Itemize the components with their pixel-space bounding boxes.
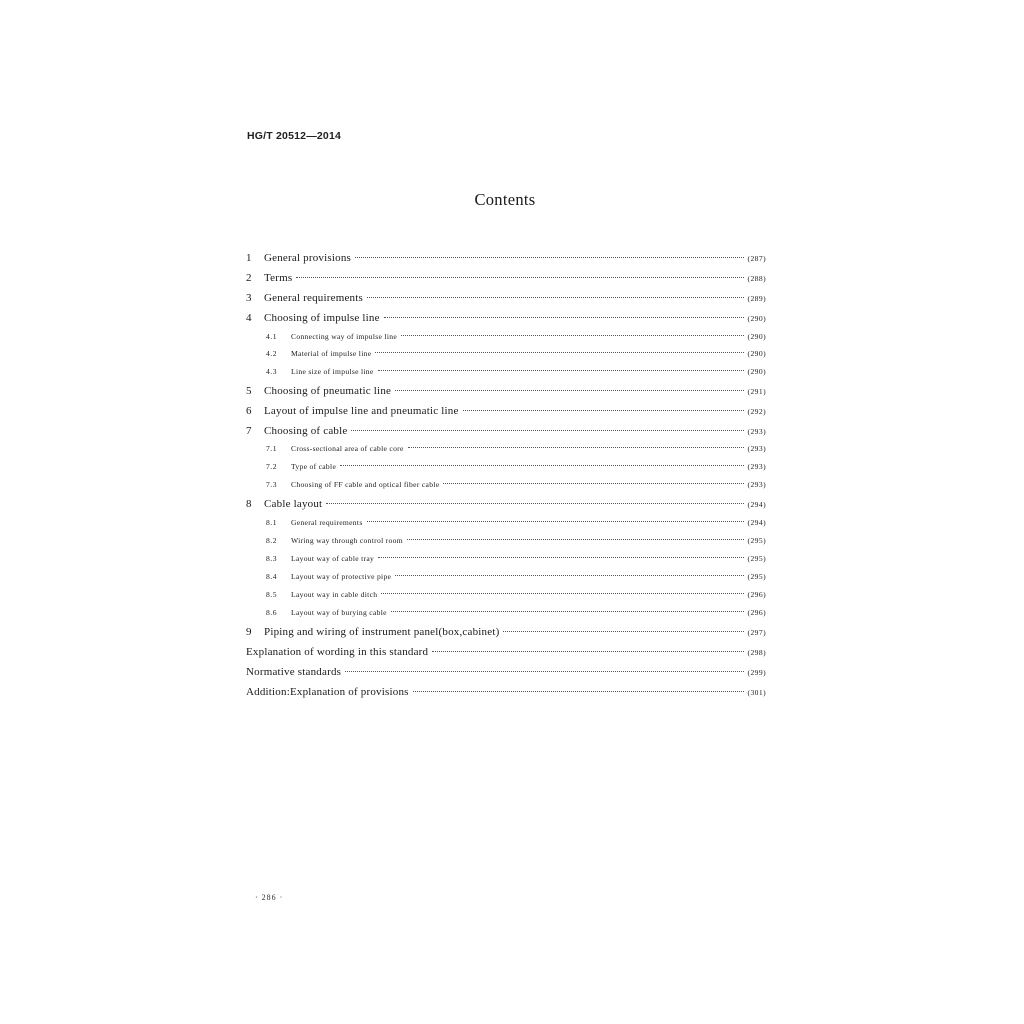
toc-entry-label: Type of cable xyxy=(291,462,337,471)
toc-entry-page: (296) xyxy=(747,590,766,599)
toc-entry-number: 8.4 xyxy=(266,572,277,581)
toc-entry-label: Choosing of pneumatic line xyxy=(264,385,392,397)
toc-entry-label: Layout way in cable ditch xyxy=(291,590,378,599)
toc-entry-number: 4.3 xyxy=(266,367,277,376)
toc-entry-label: Wiring way through control room xyxy=(291,536,403,545)
toc-entry-label: Layout way of protective pipe xyxy=(291,572,392,581)
toc-entry-number: 7.1 xyxy=(266,444,277,453)
dot-leader xyxy=(378,370,744,371)
toc-entry-page: (293) xyxy=(747,462,766,471)
toc-entry xyxy=(246,425,766,441)
toc-entry-page: (287) xyxy=(747,254,766,263)
dot-leader xyxy=(351,430,743,431)
toc-entry-label: General requirements xyxy=(291,518,363,527)
dot-leader xyxy=(326,503,743,504)
toc-entry-page: (290) xyxy=(747,367,766,376)
toc-entry xyxy=(246,666,766,682)
toc-entry-label: Cable layout xyxy=(264,498,323,510)
toc-entry xyxy=(246,518,766,530)
toc-entry xyxy=(246,572,766,584)
toc-entry-number: 3 xyxy=(246,292,252,304)
toc-entry-page: (301) xyxy=(747,688,766,697)
toc-entry-number: 2 xyxy=(246,272,252,284)
toc-entry xyxy=(246,405,766,421)
toc-entry-label: Layout way of burying cable xyxy=(291,608,387,617)
toc-entry xyxy=(246,312,766,328)
toc-entry-page: (293) xyxy=(747,444,766,453)
dot-leader xyxy=(367,297,744,298)
toc-entry xyxy=(246,626,766,642)
toc-entry-number: 8.5 xyxy=(266,590,277,599)
toc-entry xyxy=(246,554,766,566)
toc-entry-page: (294) xyxy=(747,518,766,527)
toc-entry-page: (291) xyxy=(747,387,766,396)
toc-entry-page: (299) xyxy=(747,668,766,677)
page-number: · 286 · xyxy=(255,893,284,902)
dot-leader xyxy=(395,390,743,391)
toc-entry-number: 8 xyxy=(246,498,252,510)
toc-entry-number: 6 xyxy=(246,405,252,417)
toc-entry xyxy=(246,252,766,268)
toc-entry-page: (295) xyxy=(747,536,766,545)
toc-entry-label: Cross-sectional area of cable core xyxy=(291,444,404,453)
toc-entry-number: 8.6 xyxy=(266,608,277,617)
toc-entry-number: 8.2 xyxy=(266,536,277,545)
toc-entry-number: 7 xyxy=(246,425,252,437)
toc-entry-page: (292) xyxy=(747,407,766,416)
toc-entry xyxy=(246,367,766,379)
dot-leader xyxy=(408,447,744,448)
dot-leader xyxy=(378,557,743,558)
toc-entry-number: 7.2 xyxy=(266,462,277,471)
toc-entry-number: 9 xyxy=(246,626,252,638)
dot-leader xyxy=(296,277,743,278)
toc-entry-number: 4.1 xyxy=(266,332,277,341)
toc-entry-page: (290) xyxy=(747,349,766,358)
toc-entry xyxy=(246,480,766,492)
toc-entry-number: 4 xyxy=(246,312,252,324)
toc-entry-label: Choosing of FF cable and optical fiber cable xyxy=(291,480,440,489)
toc-entry-number: 1 xyxy=(246,252,252,264)
toc-entry-page: (298) xyxy=(747,648,766,657)
toc-entry-page: (290) xyxy=(747,332,766,341)
dot-leader xyxy=(413,691,744,692)
toc-entry xyxy=(246,272,766,288)
toc-entry-number: 8.1 xyxy=(266,518,277,527)
dot-leader xyxy=(345,671,743,672)
toc-entry-number: 7.3 xyxy=(266,480,277,489)
page-title: Contents xyxy=(474,190,536,209)
toc-entry-page: (293) xyxy=(747,427,766,436)
toc-entry-page: (293) xyxy=(747,480,766,489)
toc-entry xyxy=(246,646,766,662)
dot-leader xyxy=(340,465,743,466)
toc-entry-number: 4.2 xyxy=(266,349,277,358)
toc-entry xyxy=(246,536,766,548)
dot-leader xyxy=(367,521,744,522)
toc-entry-label: General requirements xyxy=(264,292,363,304)
toc-entry-label: Normative standards xyxy=(246,666,342,678)
toc-entry xyxy=(246,385,766,401)
toc-entry xyxy=(246,590,766,602)
dot-leader xyxy=(375,352,743,353)
toc-entry xyxy=(246,462,766,474)
toc-entry xyxy=(246,349,766,361)
toc-entry-page: (297) xyxy=(747,628,766,637)
toc-entry-page: (295) xyxy=(747,572,766,581)
toc-entry xyxy=(246,498,766,514)
dot-leader xyxy=(463,410,744,411)
toc-entry-page: (296) xyxy=(747,608,766,617)
dot-leader xyxy=(407,539,744,540)
toc-entry xyxy=(246,332,766,344)
toc-entry-label: General provisions xyxy=(264,252,351,264)
dot-leader xyxy=(391,611,744,612)
toc-entry-label: Terms xyxy=(264,272,293,284)
toc-entry xyxy=(246,608,766,620)
toc-entry-label: Layout way of cable tray xyxy=(291,554,375,563)
dot-leader xyxy=(395,575,743,576)
standard-code: HG/T 20512—2014 xyxy=(247,130,342,142)
dot-leader xyxy=(384,317,744,318)
toc-entry-page: (294) xyxy=(747,500,766,509)
dot-leader xyxy=(381,593,743,594)
toc-entry-label: Piping and wiring of instrument panel(box,cabinet) xyxy=(264,626,500,638)
toc-entry-page: (288) xyxy=(747,274,766,283)
toc-entry-label: Material of impulse line xyxy=(291,349,372,358)
toc-entry xyxy=(246,444,766,456)
toc-entry-label: Explanation of wording in this standard xyxy=(246,646,429,658)
dot-leader xyxy=(443,483,743,484)
toc-entry-label: Connecting way of impulse line xyxy=(291,332,398,341)
toc-entry-label: Layout of impulse line and pneumatic line xyxy=(264,405,459,417)
toc-entry-page: (290) xyxy=(747,314,766,323)
toc-entry-label: Addition:Explanation of provisions xyxy=(246,686,409,698)
dot-leader xyxy=(432,651,743,652)
toc-entry xyxy=(246,686,766,702)
toc-entry-label: Choosing of impulse line xyxy=(264,312,380,324)
toc-entry-number: 8.3 xyxy=(266,554,277,563)
toc-entry xyxy=(246,292,766,308)
toc-entry-number: 5 xyxy=(246,385,252,397)
toc-entry-page: (295) xyxy=(747,554,766,563)
dot-leader xyxy=(503,631,743,632)
toc-entry-label: Choosing of cable xyxy=(264,425,348,437)
dot-leader xyxy=(355,257,744,258)
dot-leader xyxy=(401,335,744,336)
toc-entry-label: Line size of impulse line xyxy=(291,367,374,376)
toc-entry-page: (289) xyxy=(747,294,766,303)
